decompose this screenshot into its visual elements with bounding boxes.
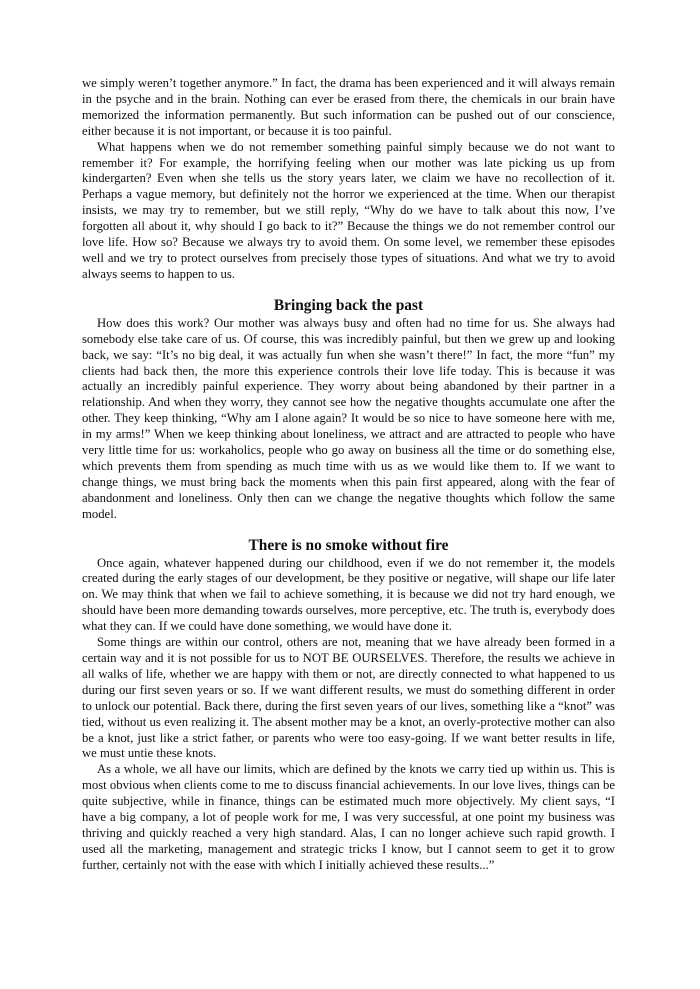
paragraph: Some things are within our control, others are not, meaning that we have already been formed in a certain way and it is not possible for us to NOT BE OURSELVES. Therefore, the results we achieve in all walks of life, whether we are happy with them or not, are directly connected to what happened to us during our first seven years or so. If we want different results, we must do something different in order to unlock our potential. Back there, during the first seven years of our lives, something like a “knot” was tied, without us even realizing it. The absent mother may be a knot, an overly-protective mother can also be a knot, just like a strict father, or parents who were too easy-going. If we want better results in life, we must untie these knots. [82,635,615,761]
section-heading: Bringing back the past [273,296,424,314]
section-heading: There is no smoke without fire [248,536,449,554]
paragraph: What happens when we do not remember something painful simply because we do not want to remember it? For example, the horrifying feeling when our mother was late picking us up from kindergarten? Even when she tells us the story years later, we claim we have no recollection of it. Perhaps a vague memory, but definitely not the horror we experienced at the time. When our therapist insists, we may try to remember, but we still reply, “Why do we have to talk about this now, I’ve forgotten all about it, why should I go back to it?” Because the things we do not remember control our love life. How so? Because we always try to avoid them. On some level, we remember these episodes well and we try to protect ourselves from precisely those types of situations. And what we try to avoid always seems to happen to us. [82,139,615,281]
paragraph: Once again, whatever happened during our childhood, even if we do not remember it, the models created during the early stages of our development, be they positive or negative, will shape our life later on. We may think that when we fail to achieve something, it is because we did not try hard enough, we should have been more demanding towards ourselves, more perceptive, etc. The truth is, everybody does what they can. If we could have done something, we would have done it. [82,555,615,634]
document-page [82,76,615,874]
paragraph: we simply weren’t together anymore.” In fact, the drama has been experienced and it will always remain in the psyche and in the brain. Nothing can ever be erased from there, the chemicals in our brain have memorized the information permanently. But such information can be pushed out of our conscience, either because it is not important, or because it is too painful. [82,76,615,138]
paragraph: As a whole, we all have our limits, which are defined by the knots we carry tied up within us. This is most obvious when clients come to me to discuss financial achievements. In our love lives, things can be quite subjective, while in finance, things can be estimated much more objectively. My client says, “I have a big company, a lot of people work for me, I was very successful, at one point my business was thriving and quickly reached a very high standard. Alas, I can no longer achieve such rapid growth. I used all the marketing, management and strategic tricks I know, but I cannot seem to get it to grow further, certainly not with the ease with which I initially achieved these results...” [82,762,615,872]
paragraph: How does this work? Our mother was always busy and often had no time for us. She always had somebody else take care of us. Of course, this was incredibly painful, but then we grew up and looking back, we say: “It’s no big deal, it was actually fun when she wasn’t there!” In fact, the more “fun” my clients had back then, the more this experience controls their love life today. This is because it was actually an incredibly painful experience. They worry about being abandoned by their partner in a relationship. And when they worry, they cannot see how the negative thoughts accumulate one after the other. They keep thinking, “Why am I alone again? It would be so nice to have someone here with me, in my arms!” When we keep thinking about loneliness, we attract and are attracted to people who have very little time for us: workaholics, people who go away on business all the time or do something else, which prevents them from spending as much time with us as we would like them to. If we want to change things, we must bring back the moments when this pain first appeared, along with the fear of abandonment and loneliness. Only then can we change the negative thoughts which follow the same model. [82,315,615,521]
